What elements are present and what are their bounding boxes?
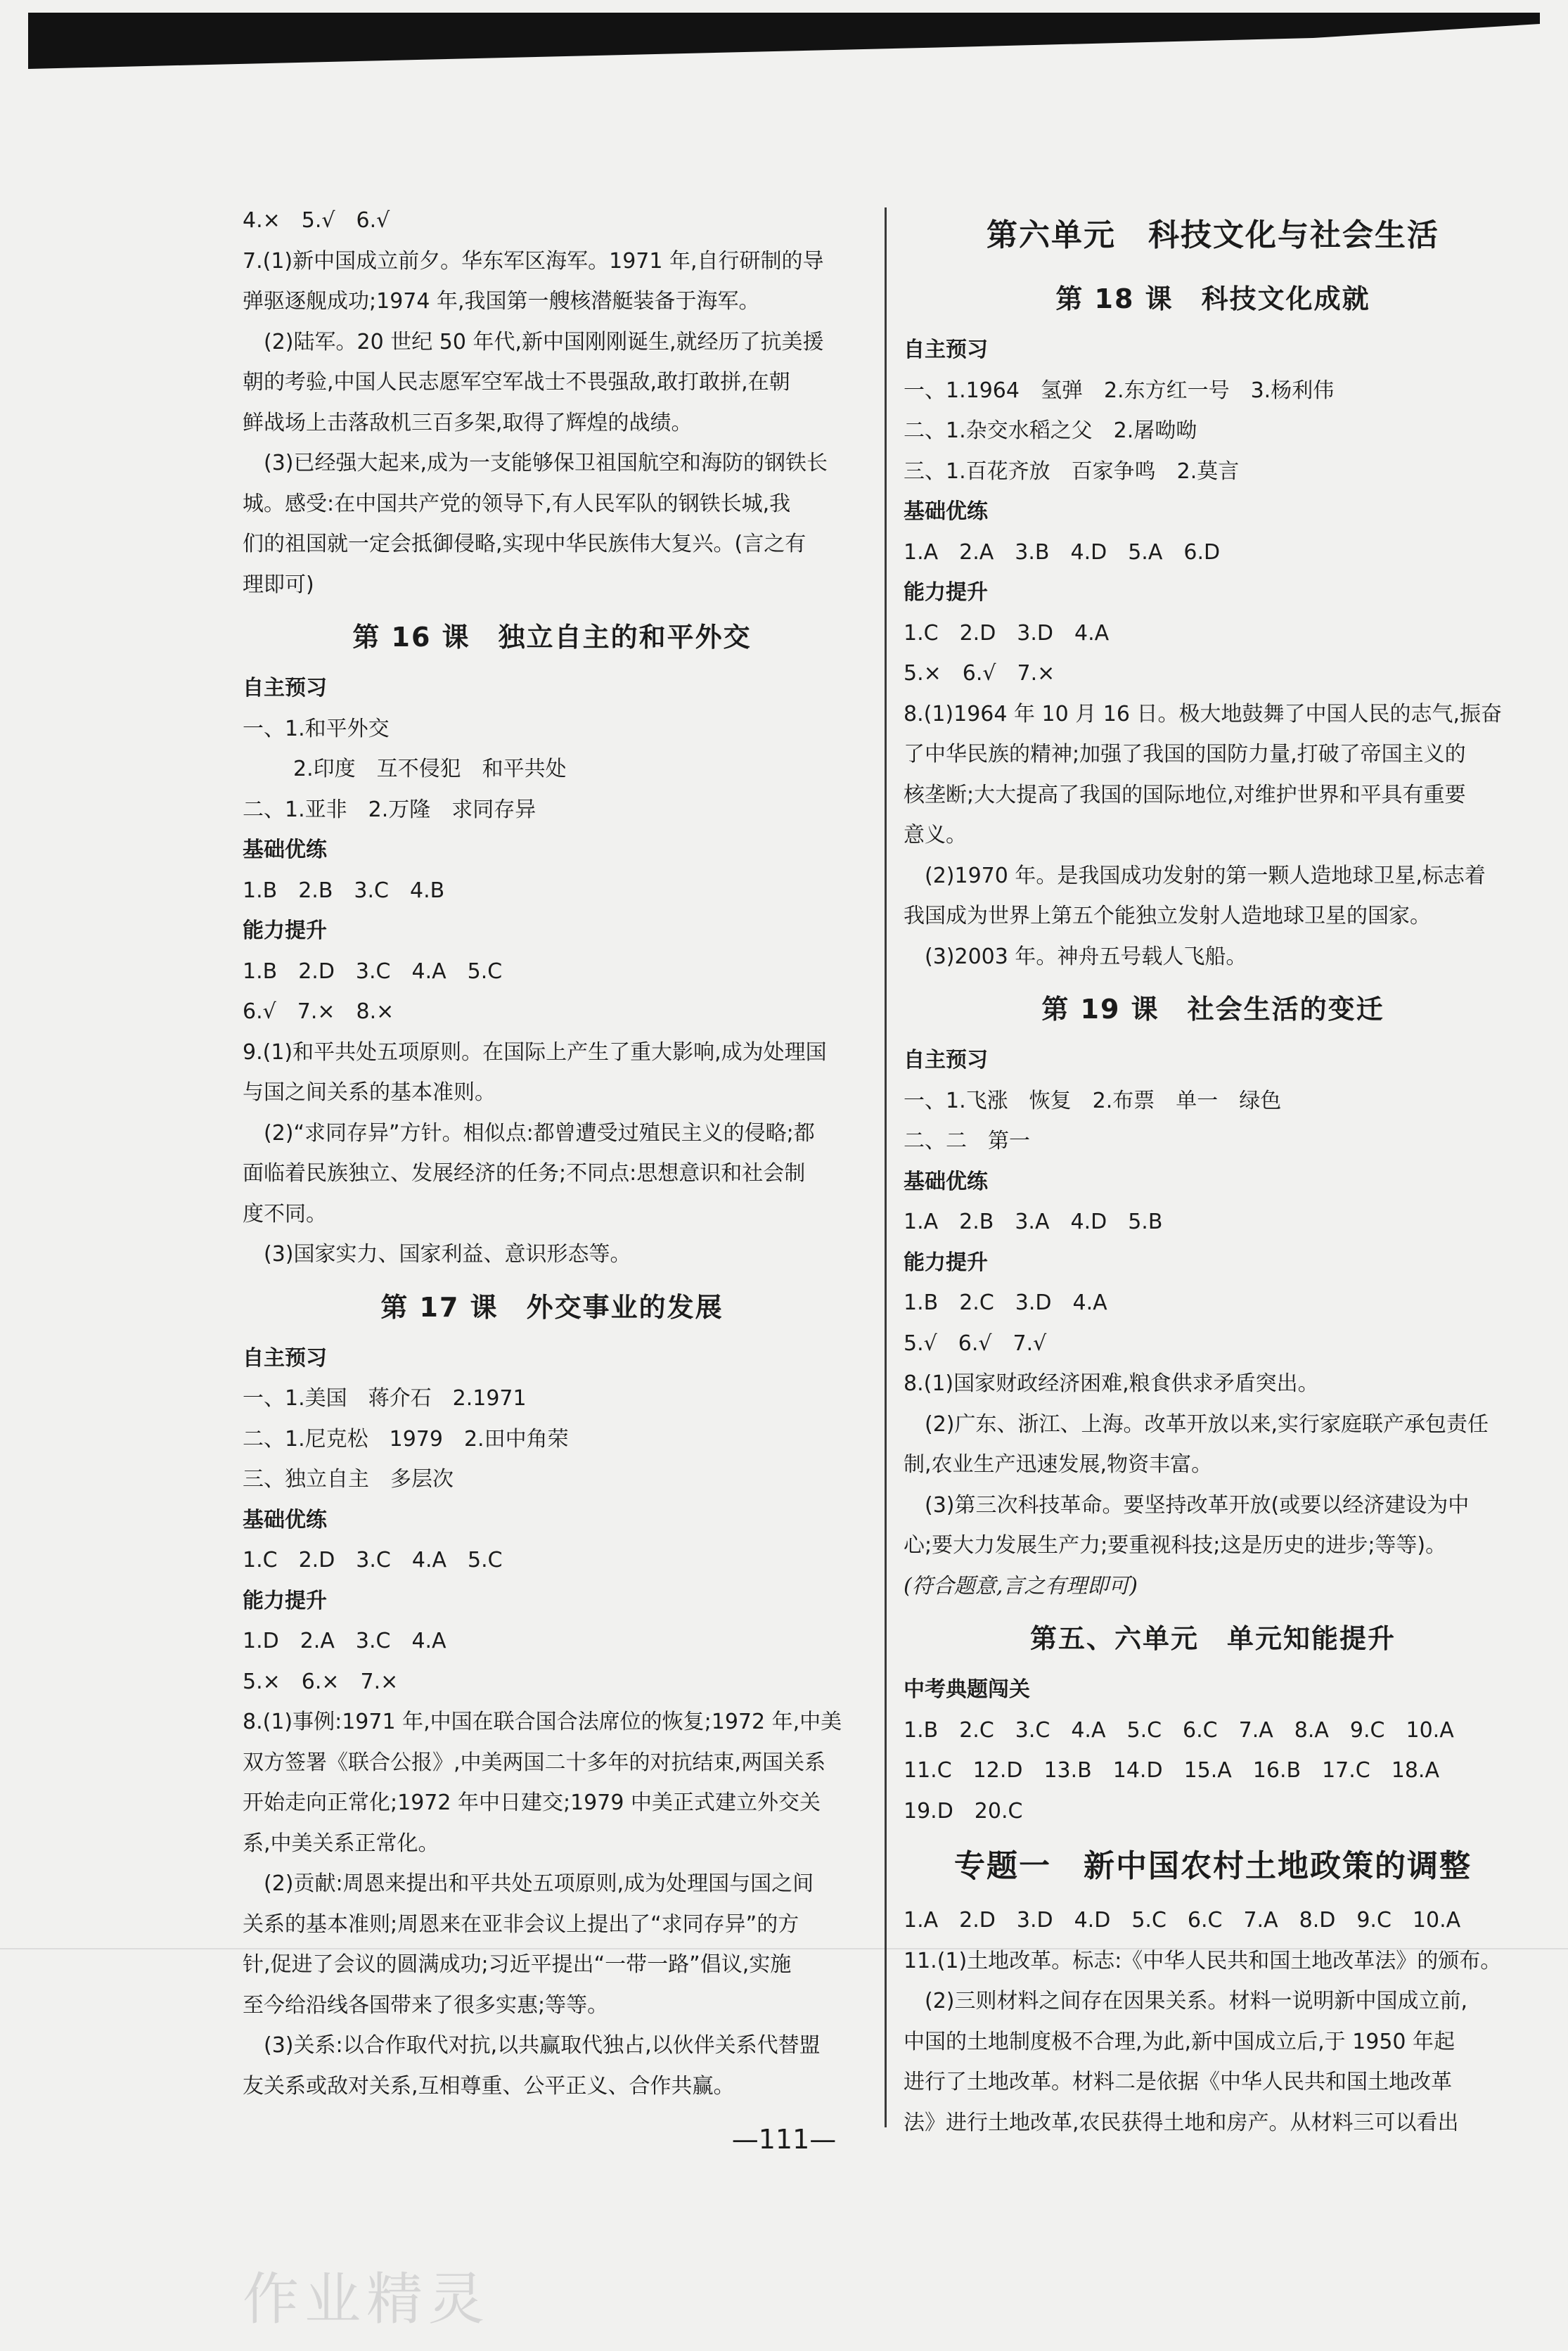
section-label: 能力提升 <box>243 918 327 943</box>
answer-line: 意义。 <box>904 823 967 847</box>
answer-line: 1.B 2.C 3.C 4.A 5.C 6.C 7.A 8.A 9.C 10.A <box>904 1717 1454 1743</box>
answer-line: (3)国家实力、国家利益、意识形态等。 <box>264 1242 631 1267</box>
section-label: 中考典题闯关 <box>904 1677 1030 1702</box>
answer-line: 2.印度 互不侵犯 和平共处 <box>293 757 567 781</box>
answer-line: 11.(1)土地改革。标志:《中华人民共和国土地改革法》的颁布。 <box>904 1948 1502 1973</box>
answer-line: 1.C 2.D 3.C 4.A 5.C <box>243 1548 503 1572</box>
answer-line: 5.√ 6.√ 7.√ <box>904 1331 1047 1356</box>
section-label: 自主预习 <box>243 1345 327 1371</box>
watermark: 作业精灵 <box>243 2267 490 2332</box>
answer-line: 理即可) <box>243 572 314 597</box>
answer-line: 一、1.和平外交 <box>243 716 390 741</box>
lesson-heading: 第 17 课 外交事业的发展 <box>380 1291 724 1323</box>
answer-line: 一、1.飞涨 恢复 2.布票 单一 绿色 <box>904 1088 1282 1113</box>
answer-line: (2)广东、浙江、上海。改革开放以来,实行家庭联产承包责任 <box>925 1411 1489 1437</box>
right-column <box>904 200 1522 2143</box>
answer-line: 三、1.百花齐放 百家争鸣 2.莫言 <box>904 459 1240 484</box>
answer-line: 至今给沿线各国带来了很多实惠;等等。 <box>243 1992 609 2018</box>
answer-line: (3)已经强大起来,成为一支能够保卫祖国航空和海防的钢铁长 <box>264 451 828 475</box>
answer-line: 9.(1)和平共处五项原则。在国际上产生了重大影响,成为处理国 <box>243 1039 827 1065</box>
answer-line: 4.× 5.√ 6.√ <box>243 208 390 233</box>
answer-line: 7.(1)新中国成立前夕。华东军区海军。1971 年,自行研制的导 <box>243 248 824 274</box>
answer-line: 鲜战场上击落敌机三百多架,取得了辉煌的战绩。 <box>243 410 693 435</box>
lesson-heading: 第 18 课 科技文化成就 <box>1055 283 1370 314</box>
answer-line: 面临着民族独立、发展经济的任务;不同点:思想意识和社会制 <box>243 1161 806 1186</box>
answer-line: (2)1970 年。是我国成功发射的第一颗人造地球卫星,标志着 <box>925 863 1486 888</box>
section-label: 自主预习 <box>904 1048 988 1072</box>
answer-line: 1.D 2.A 3.C 4.A <box>243 1629 446 1653</box>
answer-line: (3)关系:以合作取代对抗,以共赢取代独占,以伙伴关系代替盟 <box>264 2033 821 2058</box>
answer-line: 针,促进了会议的圆满成功;习近平提出“一带一路”倡议,实施 <box>243 1952 792 1977</box>
answer-line: 友关系或敌对关系,互相尊重、公平正义、合作共赢。 <box>243 2073 735 2099</box>
answer-line: 二、二 第一 <box>904 1129 1030 1153</box>
section-label: 基础优练 <box>243 838 327 862</box>
answer-line: 二、1.杂交水稻之父 2.屠呦呦 <box>904 418 1197 443</box>
answer-line: 19.D 20.C <box>904 1798 1023 1824</box>
answer-line: 8.(1)事例:1971 年,中国在联合国合法席位的恢复;1972 年,中美 <box>243 1710 842 1734</box>
unit-heading: 第六单元 科技文化与社会生活 <box>987 217 1439 253</box>
answer-line: 1.B 2.B 3.C 4.B <box>243 878 445 903</box>
answer-line: 了中华民族的精神;加强了我国的国防力量,打破了帝国主义的 <box>904 742 1466 767</box>
answer-line: (符合题意,言之有理即可) <box>904 1573 1138 1599</box>
lesson-heading: 第 19 课 社会生活的变迁 <box>1041 994 1384 1025</box>
answer-line: 们的祖国就一定会抵御侵略,实现中华民族伟大复兴。(言之有 <box>243 532 807 556</box>
lesson-heading: 第五、六单元 单元知能提升 <box>1029 1623 1396 1654</box>
section-label: 基础优练 <box>904 1169 988 1194</box>
left-column <box>243 200 861 2106</box>
answer-line: (2)贡献:周恩来提出和平共处五项原则,成为处理国与国之间 <box>264 1871 814 1896</box>
unit-heading: 专题一 新中国农村土地政策的调整 <box>954 1848 1472 1884</box>
answer-line: 5.× 6.× 7.× <box>243 1669 399 1694</box>
lesson-heading: 第 16 课 独立自主的和平外交 <box>352 622 752 653</box>
answer-line: 双方签署《联合公报》,中美两国二十多年的对抗结束,两国关系 <box>243 1750 826 1775</box>
answer-line: 进行了土地改革。材料二是依据《中华人民共和国土地改革 <box>904 2070 1452 2094</box>
section-label: 能力提升 <box>904 580 988 605</box>
answer-line: (3)2003 年。神舟五号载人飞船。 <box>925 944 1247 969</box>
column-divider <box>885 207 887 2127</box>
answer-line: 我国成为世界上第五个能独立发射人造地球卫星的国家。 <box>904 904 1431 928</box>
section-label: 基础优练 <box>243 1507 327 1532</box>
answer-line: 8.(1)国家财政经济困难,粮食供求矛盾突出。 <box>904 1371 1319 1396</box>
answer-line: (2)陆军。20 世纪 50 年代,新中国刚刚诞生,就经历了抗美援 <box>264 329 824 354</box>
section-label: 基础优练 <box>904 499 988 524</box>
answer-line: 核垄断;大大提高了我国的国际地位,对维护世界和平具有重要 <box>904 782 1466 807</box>
page-number: —111— <box>731 2124 837 2155</box>
answer-line: 8.(1)1964 年 10 月 16 日。极大地鼓舞了中国人民的志气,振奋 <box>904 701 1503 726</box>
answer-line: 1.A 2.D 3.D 4.D 5.C 6.C 7.A 8.D 9.C 10.A <box>904 1908 1461 1933</box>
answer-line: 中国的土地制度极不合理,为此,新中国成立后,于 1950 年起 <box>904 2029 1455 2054</box>
answer-line: 心;要大力发展生产力;要重视科技;这是历史的进步;等等)。 <box>904 1533 1447 1558</box>
answer-line: (2)三则材料之间存在因果关系。材料一说明新中国成立前, <box>925 1989 1468 2013</box>
answer-line: 弹驱逐舰成功;1974 年,我国第一艘核潜艇装备于海军。 <box>243 289 760 314</box>
answer-line: 11.C 12.D 13.B 14.D 15.A 16.B 17.C 18.A <box>904 1758 1439 1783</box>
answer-line: 1.C 2.D 3.D 4.A <box>904 620 1110 646</box>
answer-line: 一、1.1964 氢弹 2.东方红一号 3.杨利伟 <box>904 378 1335 403</box>
answer-line: 法》进行土地改革,农民获得土地和房产。从材料三可以看出 <box>904 2110 1459 2135</box>
section-label: 自主预习 <box>904 338 988 362</box>
answer-line: 1.B 2.C 3.D 4.A <box>904 1290 1107 1315</box>
answer-line: 关系的基本准则;周恩来在亚非会议上提出了“求同存异”的方 <box>243 1911 799 1937</box>
answer-line: 1.B 2.D 3.C 4.A 5.C <box>243 959 503 984</box>
answer-line: 5.× 6.√ 7.× <box>904 661 1055 686</box>
answer-line: 系,中美关系正常化。 <box>243 1831 439 1856</box>
answer-line: 6.√ 7.× 8.× <box>243 999 394 1024</box>
answer-line: 与国之间关系的基本准则。 <box>243 1080 496 1105</box>
answer-line: (3)第三次科技革命。要坚持改革开放(或要以经济建设为中 <box>925 1492 1470 1518</box>
answer-line: 1.A 2.A 3.B 4.D 5.A 6.D <box>904 539 1221 565</box>
answer-line: 一、1.美国 蒋介石 2.1971 <box>243 1386 527 1411</box>
answer-line: 制,农业生产迅速发展,物资丰富。 <box>904 1452 1213 1477</box>
section-label: 能力提升 <box>904 1250 988 1275</box>
top-black-bar <box>28 13 1540 69</box>
answer-line: 朝的考验,中国人民志愿军空军战士不畏强敌,敢打敢拼,在朝 <box>243 370 790 395</box>
answer-line: 三、独立自主 多层次 <box>243 1467 454 1492</box>
answer-line: 二、1.亚非 2.万隆 求同存异 <box>243 797 536 822</box>
section-label: 能力提升 <box>243 1588 327 1613</box>
answer-line: 二、1.尼克松 1979 2.田中角荣 <box>243 1426 569 1452</box>
answer-line: 1.A 2.B 3.A 4.D 5.B <box>904 1210 1163 1234</box>
answer-line: 度不同。 <box>243 1201 327 1226</box>
section-label: 自主预习 <box>243 676 327 700</box>
answer-line: 开始走向正常化;1972 年中日建交;1979 中美正式建立外交关 <box>243 1791 821 1815</box>
answer-line: (2)“求同存异”方针。相似点:都曾遭受过殖民主义的侵略;都 <box>264 1120 815 1146</box>
answer-line: 城。感受:在中国共产党的领导下,有人民军队的钢铁长城,我 <box>243 491 791 516</box>
